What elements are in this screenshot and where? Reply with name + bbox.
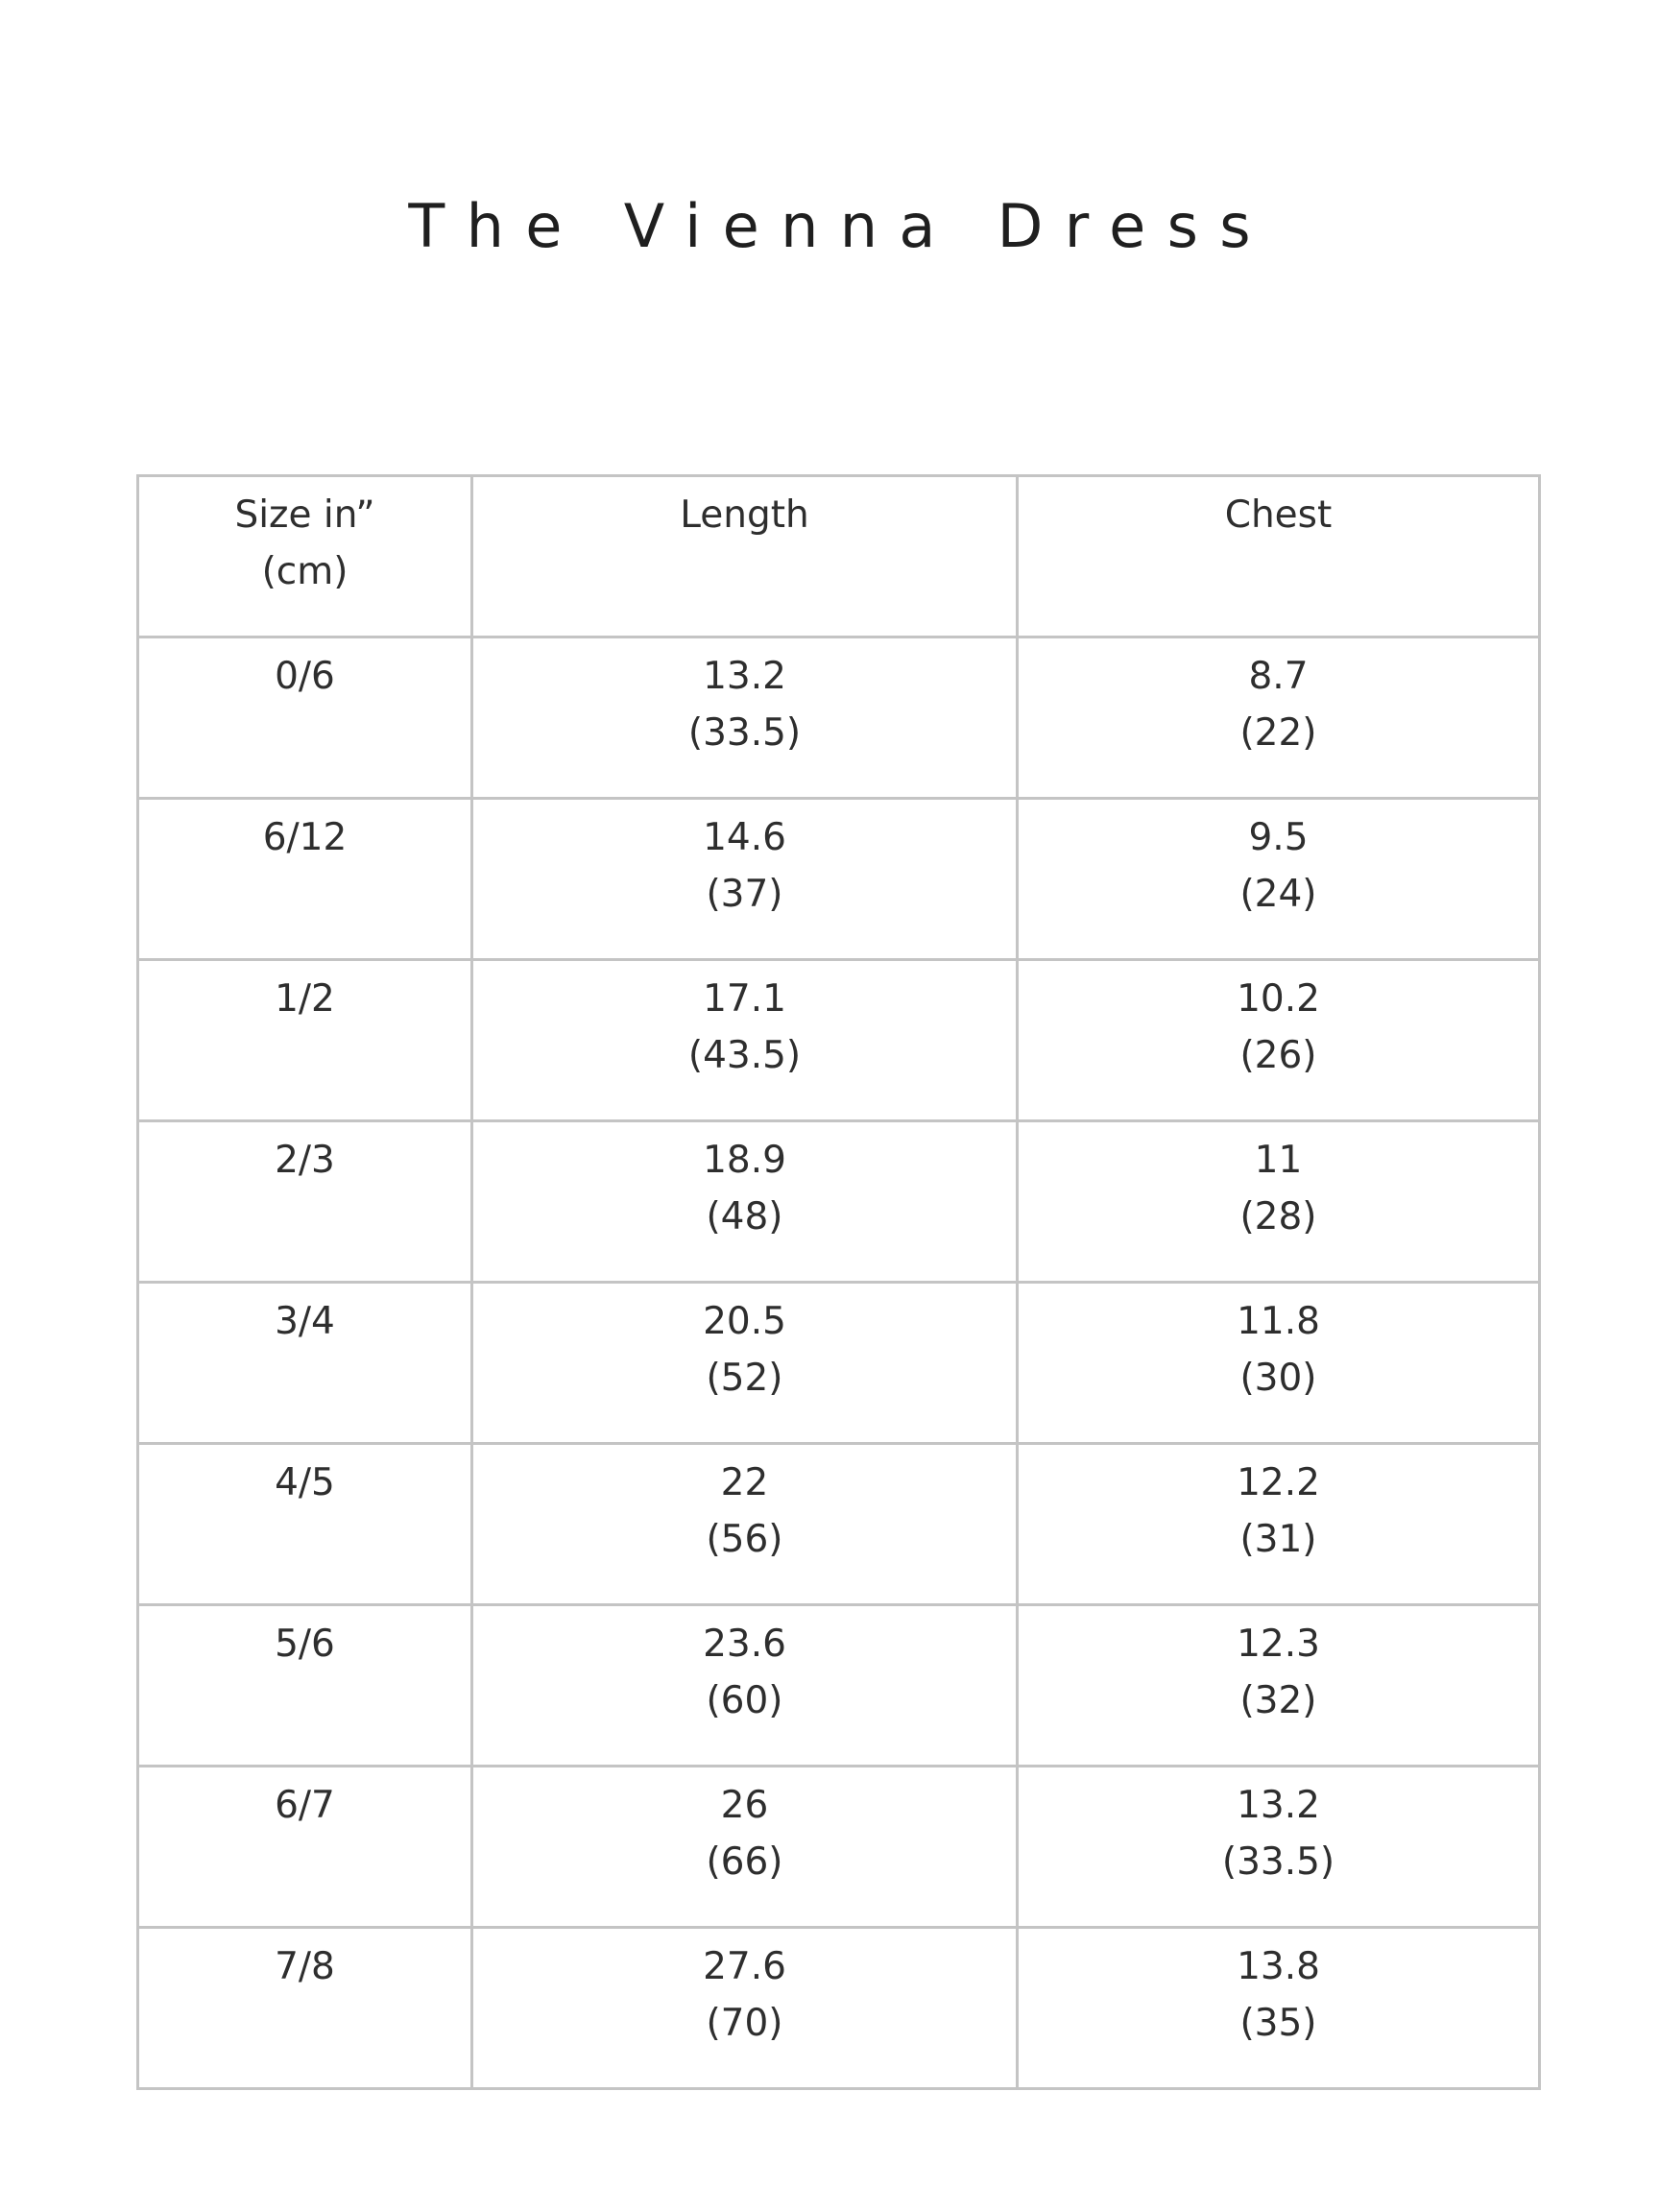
table-header-row [138,476,1540,637]
size-cell [138,1928,472,2089]
chest-cm: (28) [1239,1195,1317,1238]
chest-cell [1018,1605,1540,1767]
length-cm: (70) [706,2002,783,2045]
length-cell [472,1928,1018,2089]
header-size-line2: (cm) [261,550,349,593]
length-cm: (56) [706,1518,783,1561]
length-cm: (37) [706,873,783,916]
table-row [138,1444,1540,1605]
length-inches: 14.6 [703,816,786,859]
length-cell [472,1605,1018,1767]
size-cell [138,1283,472,1444]
chest-inches: 10.2 [1237,977,1320,1021]
table-row [138,1605,1540,1767]
header-chest-label: Chest [1224,493,1333,537]
size-value: 7/8 [275,1945,335,1988]
table-row [138,960,1540,1121]
size-value: 4/5 [275,1461,335,1504]
size-cell [138,799,472,960]
length-cm: (48) [706,1195,783,1238]
header-size-line1: Size in” [234,493,375,537]
table-body [138,637,1540,2089]
chest-inches: 11 [1254,1139,1303,1182]
length-inches: 13.2 [703,655,786,698]
size-cell [138,960,472,1121]
header-chest [1018,476,1540,637]
size-value: 0/6 [275,655,335,698]
size-value: 6/12 [262,816,348,859]
length-inches: 23.6 [703,1623,786,1666]
length-cell [472,1283,1018,1444]
chest-cell [1018,799,1540,960]
table-row [138,1767,1540,1928]
chest-cell [1018,1767,1540,1928]
chest-cell [1018,1283,1540,1444]
size-value: 6/7 [275,1784,335,1827]
chest-cm: (22) [1239,711,1317,755]
table-row [138,1121,1540,1283]
page-title: The Vienna Dress [408,191,1272,261]
size-cell [138,637,472,799]
length-inches: 22 [720,1461,769,1504]
length-inches: 27.6 [703,1945,786,1988]
length-cell [472,960,1018,1121]
chest-inches: 11.8 [1237,1300,1320,1343]
chest-inches: 8.7 [1248,655,1309,698]
size-value: 1/2 [275,977,335,1021]
chest-cm: (35) [1239,2002,1317,2045]
chest-cm: (30) [1239,1357,1317,1400]
chest-inches: 12.2 [1237,1461,1320,1504]
length-inches: 17.1 [703,977,786,1021]
chest-cell [1018,1928,1540,2089]
chest-inches: 13.2 [1237,1784,1320,1827]
size-cell [138,1605,472,1767]
table-row [138,1283,1540,1444]
length-cm: (66) [706,1840,783,1884]
length-cm: (60) [706,1679,783,1722]
length-cell [472,1121,1018,1283]
length-cell [472,637,1018,799]
size-cell [138,1444,472,1605]
chest-cell [1018,1121,1540,1283]
length-inches: 20.5 [703,1300,786,1343]
size-value: 3/4 [275,1300,335,1343]
length-inches: 26 [720,1784,769,1827]
chest-cm: (32) [1239,1679,1317,1722]
chest-cell [1018,1444,1540,1605]
size-cell [138,1767,472,1928]
length-cm: (52) [706,1357,783,1400]
size-cell [138,1121,472,1283]
chest-cm: (24) [1239,873,1317,916]
length-cell [472,1444,1018,1605]
header-length [472,476,1018,637]
chest-cm: (33.5) [1221,1840,1335,1884]
length-cell [472,799,1018,960]
table-row [138,637,1540,799]
chest-inches: 12.3 [1237,1623,1320,1666]
chest-cm: (31) [1239,1518,1317,1561]
chest-inches: 13.8 [1237,1945,1320,1988]
table-row [138,799,1540,960]
chest-cell [1018,960,1540,1121]
length-inches: 18.9 [703,1139,786,1182]
chest-cm: (26) [1239,1034,1317,1077]
size-value: 2/3 [275,1139,335,1182]
length-cell [472,1767,1018,1928]
length-cm: (33.5) [687,711,802,755]
header-size [138,476,472,637]
chest-cell [1018,637,1540,799]
size-chart-table [136,474,1541,2090]
header-length-label: Length [680,493,809,537]
length-cm: (43.5) [687,1034,802,1077]
size-value: 5/6 [275,1623,335,1666]
table-row [138,1928,1540,2089]
chest-inches: 9.5 [1248,816,1309,859]
